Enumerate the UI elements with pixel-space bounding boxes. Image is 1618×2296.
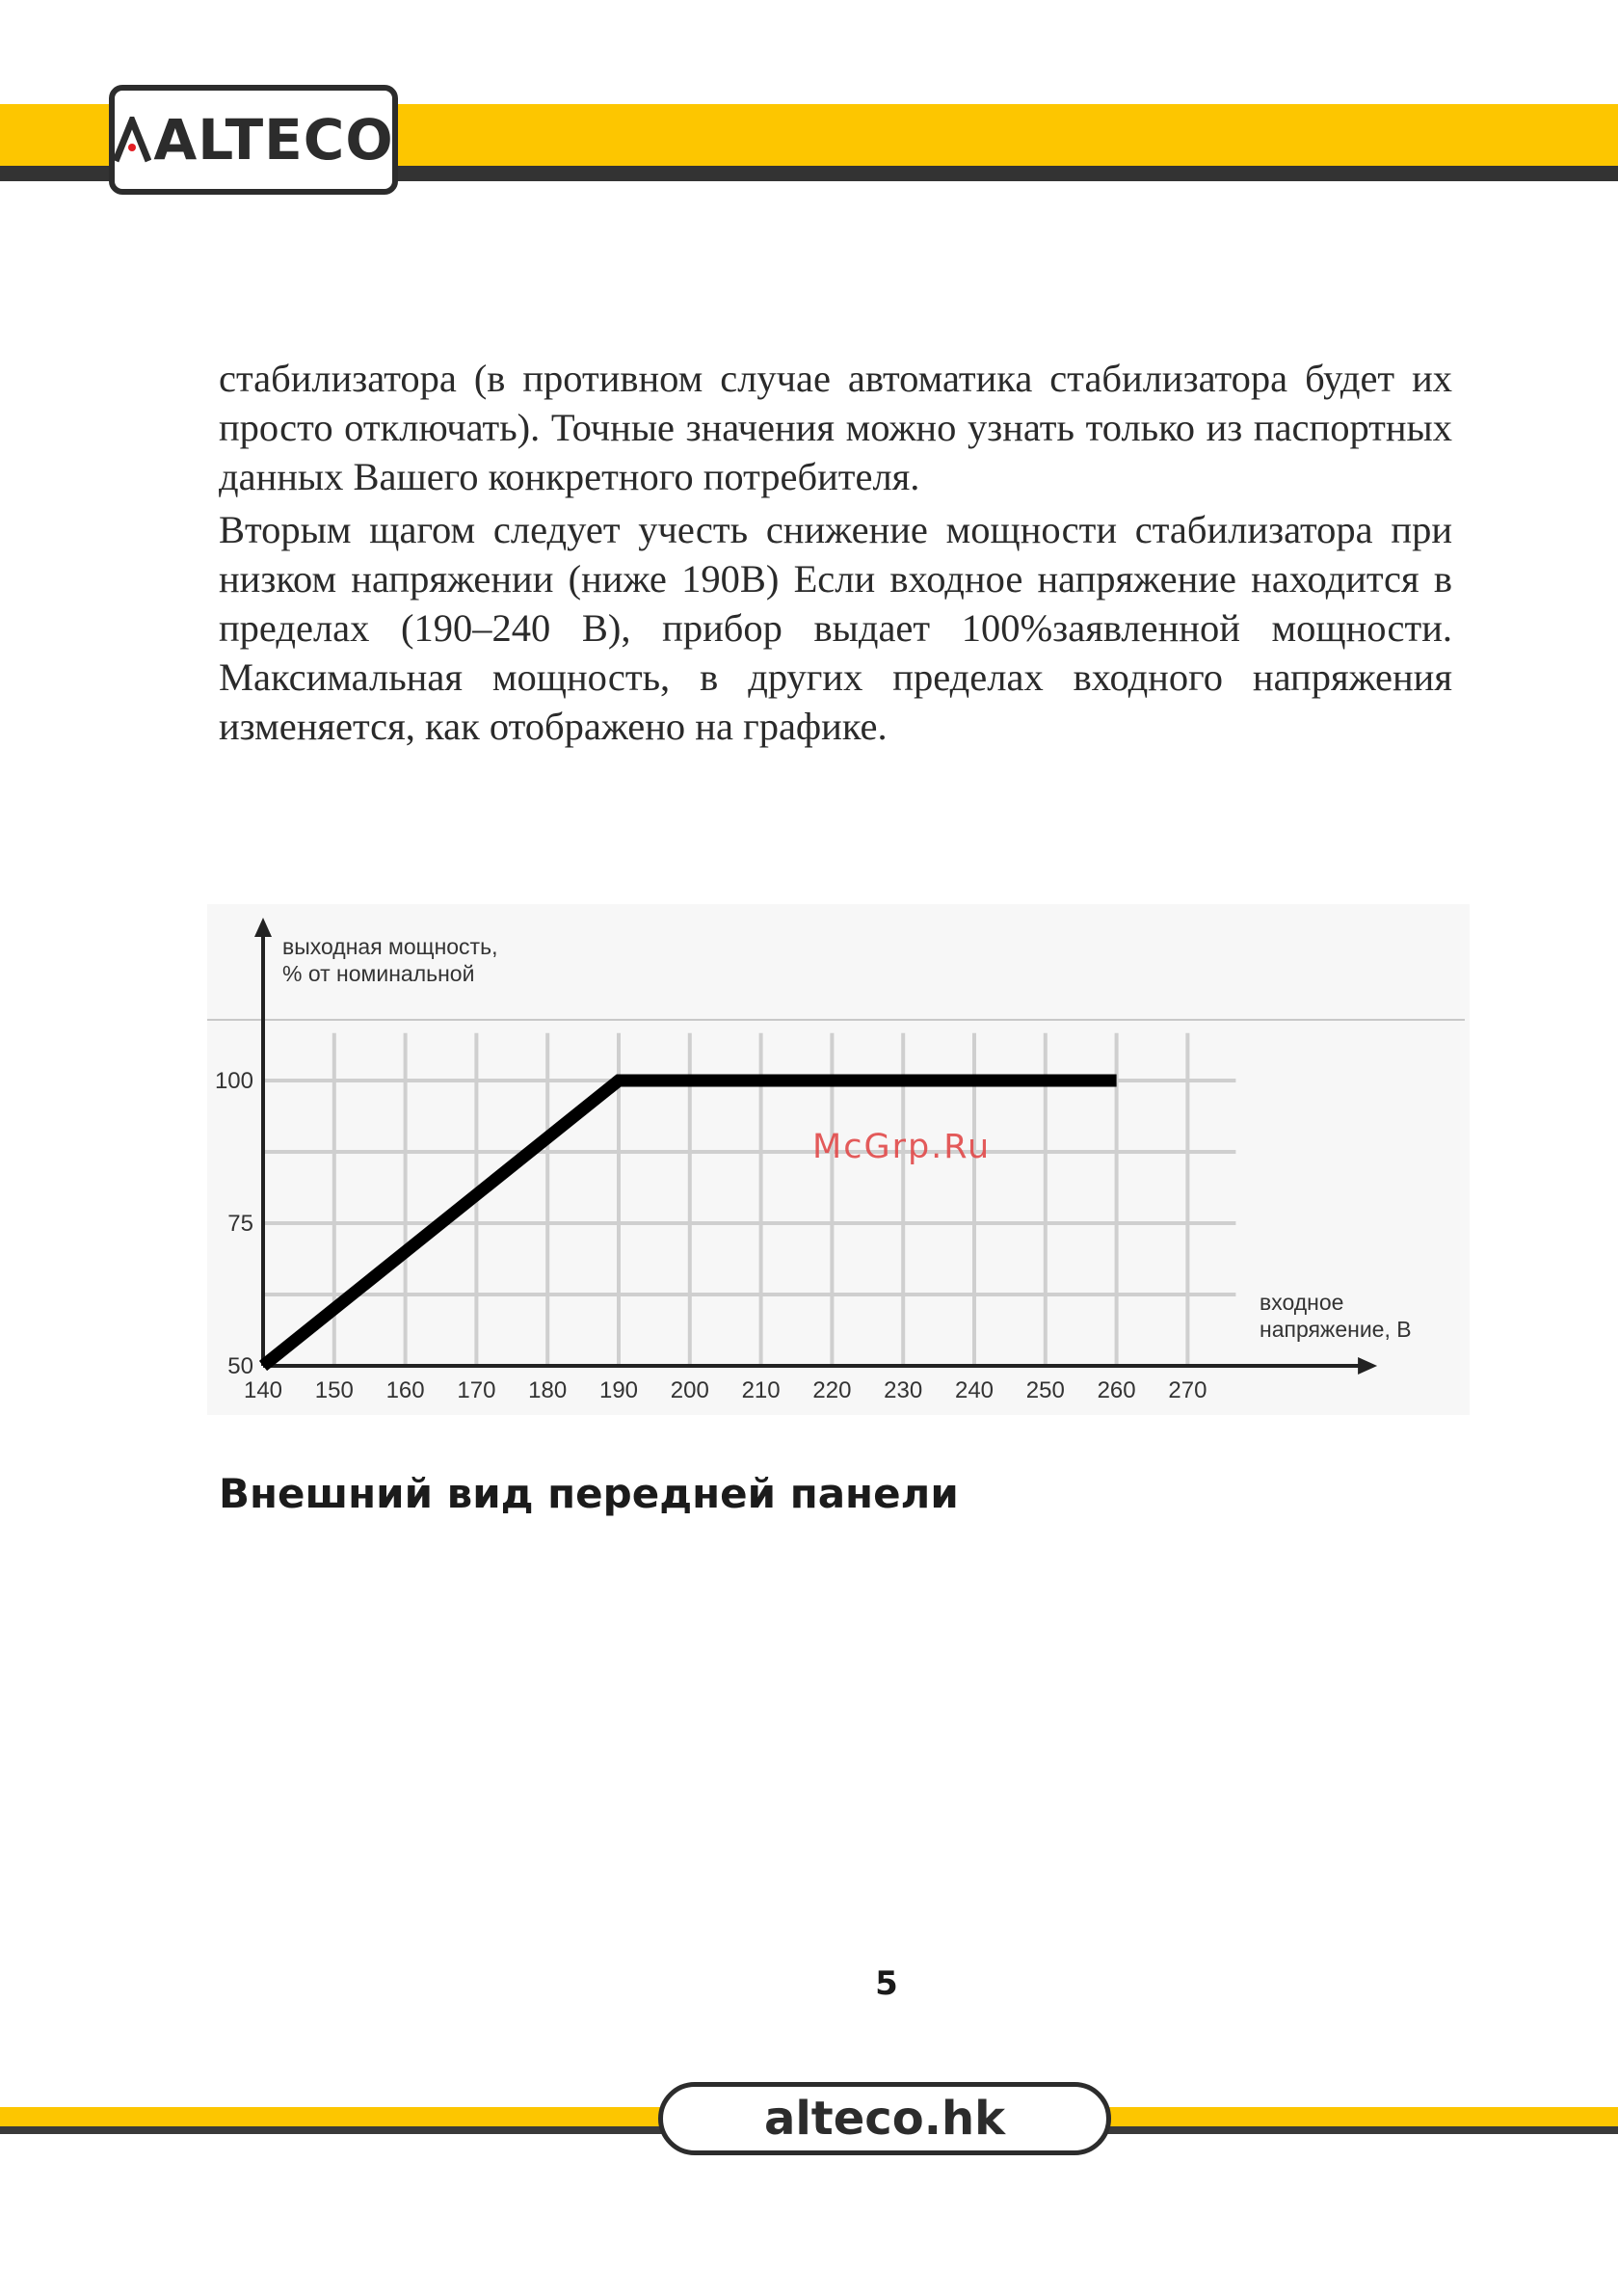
logo-a-icon	[113, 117, 151, 163]
body-paragraph-2: Вторым щагом следует учесть снижение мощности стабилизатора при низком напряжении (ниже 190В) Если входное напряжение находится в пределах (190–240 В), прибор выдает 100%заявленной мощности. Максимальная мощность, в других пределах входного напряжения изменяется, как отображено на графике.	[219, 508, 1452, 748]
x-tick-label: 270	[1168, 1377, 1207, 1403]
x-axis-label-line-1: входное	[1260, 1290, 1344, 1315]
y-axis-label-line-1: выходная мощность,	[282, 934, 498, 959]
x-tick-label: 200	[670, 1377, 709, 1403]
x-tick-label: 170	[457, 1377, 496, 1403]
footer-website-box	[658, 2082, 1111, 2155]
watermark: McGrp.Ru	[812, 1128, 992, 1166]
brand-logo	[109, 85, 398, 195]
body-paragraph-1: стабилизатора (в противном случае автоматика стабилизатора будет их просто отключать). Точные значения можно узнать только из паспортных данных Вашего конкретного потребителя.	[219, 357, 1452, 498]
y-tick-label: 50	[227, 1353, 253, 1379]
footer-website: alteco.hk	[763, 2092, 1006, 2146]
x-tick-label: 140	[243, 1377, 283, 1403]
x-tick-label: 260	[1097, 1377, 1136, 1403]
x-tick-label: 190	[598, 1377, 639, 1403]
section-title: Внешний вид передней панели	[219, 1470, 959, 1517]
x-tick-label: 180	[528, 1377, 568, 1403]
y-axis-label-line-2: % от номинальной	[282, 961, 475, 986]
x-tick-label: 230	[884, 1377, 923, 1403]
power-voltage-chart	[207, 904, 1470, 1415]
x-tick-label: 250	[1025, 1377, 1065, 1403]
x-tick-label: 150	[314, 1377, 354, 1403]
x-tick-label: 240	[954, 1377, 995, 1403]
y-tick-label: 75	[227, 1211, 253, 1237]
x-tick-label: 210	[741, 1377, 781, 1403]
y-tick-label: 100	[214, 1068, 253, 1094]
x-tick-label: 220	[812, 1377, 852, 1403]
page-number: 5	[875, 1964, 898, 2003]
x-tick-label: 160	[385, 1377, 425, 1403]
chart-svg	[207, 904, 1470, 1415]
brand-name: ALTECO	[153, 107, 394, 173]
x-axis-label-line-2: напряжение, В	[1260, 1317, 1412, 1342]
